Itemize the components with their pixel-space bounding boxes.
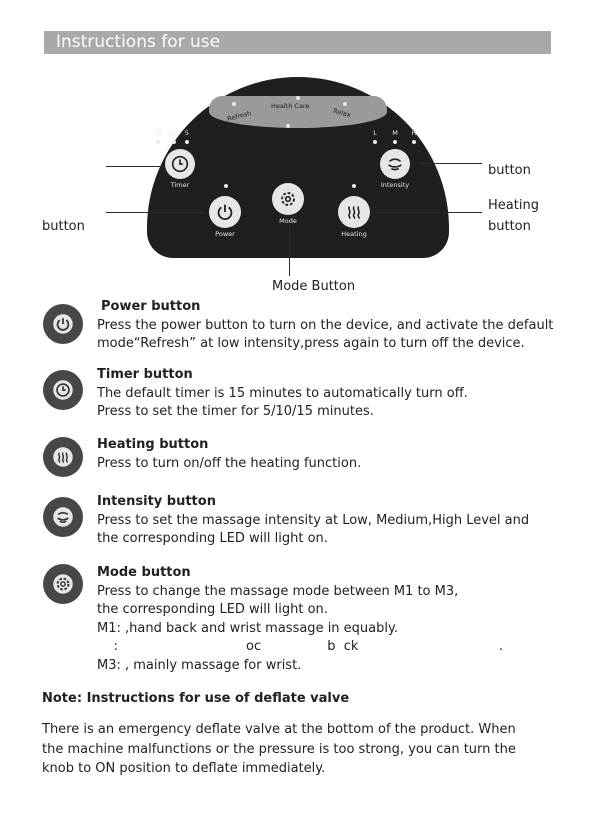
callout-heating-1: Heating [488, 198, 539, 213]
intensity-mark-l: L [373, 129, 377, 137]
timer-mark-15: 15 [153, 129, 163, 137]
heating-instructions [97, 436, 361, 473]
timer-line-1: The default timer is 15 minutes to automatically turn off. [97, 385, 468, 401]
timer-mark-10: 10 [168, 129, 178, 137]
mode-title: Mode button [97, 565, 191, 580]
relax-label: Relax [332, 106, 352, 120]
mode-line-5: M3: , mainly massage for wrist. [97, 657, 302, 673]
panel-intensity-label: Intensity [380, 181, 410, 189]
section-title: Instructions for use [56, 32, 221, 52]
callout-line-mode [289, 226, 290, 276]
led-intensity-h [412, 140, 416, 144]
panel-mode-button[interactable] [272, 183, 304, 215]
power-icon [214, 201, 236, 223]
panel-mode-label: Mode [279, 217, 297, 225]
heat-icon [343, 201, 365, 223]
mode-line-2: the corresponding LED will light on. [97, 602, 328, 617]
note-line-2: the machine malfunctions or the pressure is too strong, you can turn the [42, 741, 516, 757]
intensity-mark-m: M [392, 129, 398, 137]
led-timer-10 [172, 140, 176, 144]
wave-icon [384, 153, 406, 175]
panel-intensity-button[interactable] [380, 149, 410, 179]
mode-button-icon [43, 564, 83, 604]
callout-line-intensity [418, 163, 482, 164]
callout-power-button: button [42, 219, 85, 234]
callout-heating-2: button [488, 219, 531, 234]
intensity-mark-h: H [411, 129, 417, 137]
wave-icon [50, 504, 76, 530]
heating-button-icon [43, 437, 83, 477]
section-header [44, 31, 551, 54]
panel-heating-label: Heating [341, 230, 367, 238]
power-button-icon [43, 304, 83, 344]
panel-heating-button[interactable] [338, 196, 370, 228]
callout-line-heating [376, 212, 482, 213]
led-intensity-m [393, 140, 397, 144]
led-refresh [232, 102, 236, 106]
power-icon [50, 311, 76, 337]
clock-icon [169, 153, 191, 175]
timer-instructions [97, 366, 468, 422]
panel-power-button[interactable] [209, 196, 241, 228]
mode-line-1: Press to change the massage mode between M1 to M3, [97, 583, 459, 599]
led-relax [343, 102, 347, 106]
led-heating [352, 184, 356, 188]
power-instructions [97, 298, 553, 354]
power-line-2: mode“Refresh” at low intensity,press again to turn off the device. [97, 336, 525, 351]
panel-timer-label: Timer [170, 181, 190, 189]
intensity-line-1: Press to set the massage intensity at Low, Medium,High Level and [97, 512, 530, 528]
gear-icon [50, 571, 76, 597]
clock-icon [50, 377, 76, 403]
mode-line-4: : oc b ck . [97, 639, 504, 654]
control-panel [147, 77, 449, 258]
heat-icon [50, 444, 76, 470]
timer-button-icon [43, 370, 83, 410]
panel-timer-button[interactable] [165, 149, 195, 179]
note-title: Note: Instructions for use of deflate valve [42, 691, 350, 706]
timer-mark-5: 5 [184, 129, 190, 137]
mode-instructions [97, 564, 503, 675]
heating-title: Heating button [97, 437, 209, 452]
intensity-button-icon [43, 497, 83, 537]
callout-mode-button: Mode Button [272, 279, 356, 294]
health-care-label: Health Care [271, 102, 310, 110]
timer-line-2: Press to set the timer for 5/10/15 minutes. [97, 404, 374, 419]
led-health-care [296, 96, 300, 100]
power-line-1: Press the power button to turn on the device, and activate the default [97, 317, 554, 333]
led-intensity-l [373, 140, 377, 144]
led-timer-15 [156, 140, 160, 144]
note-body [42, 720, 516, 779]
refresh-label: Refresh [226, 109, 253, 123]
callout-line-timer [106, 166, 162, 167]
heating-line-1: Press to turn on/off the heating function. [97, 455, 362, 471]
mode-line-3: M1: ,hand back and wrist massage in equably. [97, 620, 398, 636]
callout-line-power [106, 212, 206, 213]
intensity-title: Intensity button [97, 494, 216, 509]
note-line-1: There is an emergency deflate valve at the bottom of the product. When [42, 722, 516, 737]
intensity-instructions [97, 493, 529, 549]
note-line-3: knob to ON position to deflate immediately. [42, 761, 326, 776]
led-power [224, 184, 228, 188]
panel-power-label: Power [215, 230, 235, 238]
led-timer-5 [185, 140, 189, 144]
timer-title: Timer button [97, 367, 193, 382]
intensity-line-2: the corresponding LED will light on. [97, 531, 328, 546]
gear-icon [277, 188, 299, 210]
led-center [286, 124, 290, 128]
callout-intensity-button: button [488, 163, 531, 178]
power-title: Power button [101, 299, 201, 314]
